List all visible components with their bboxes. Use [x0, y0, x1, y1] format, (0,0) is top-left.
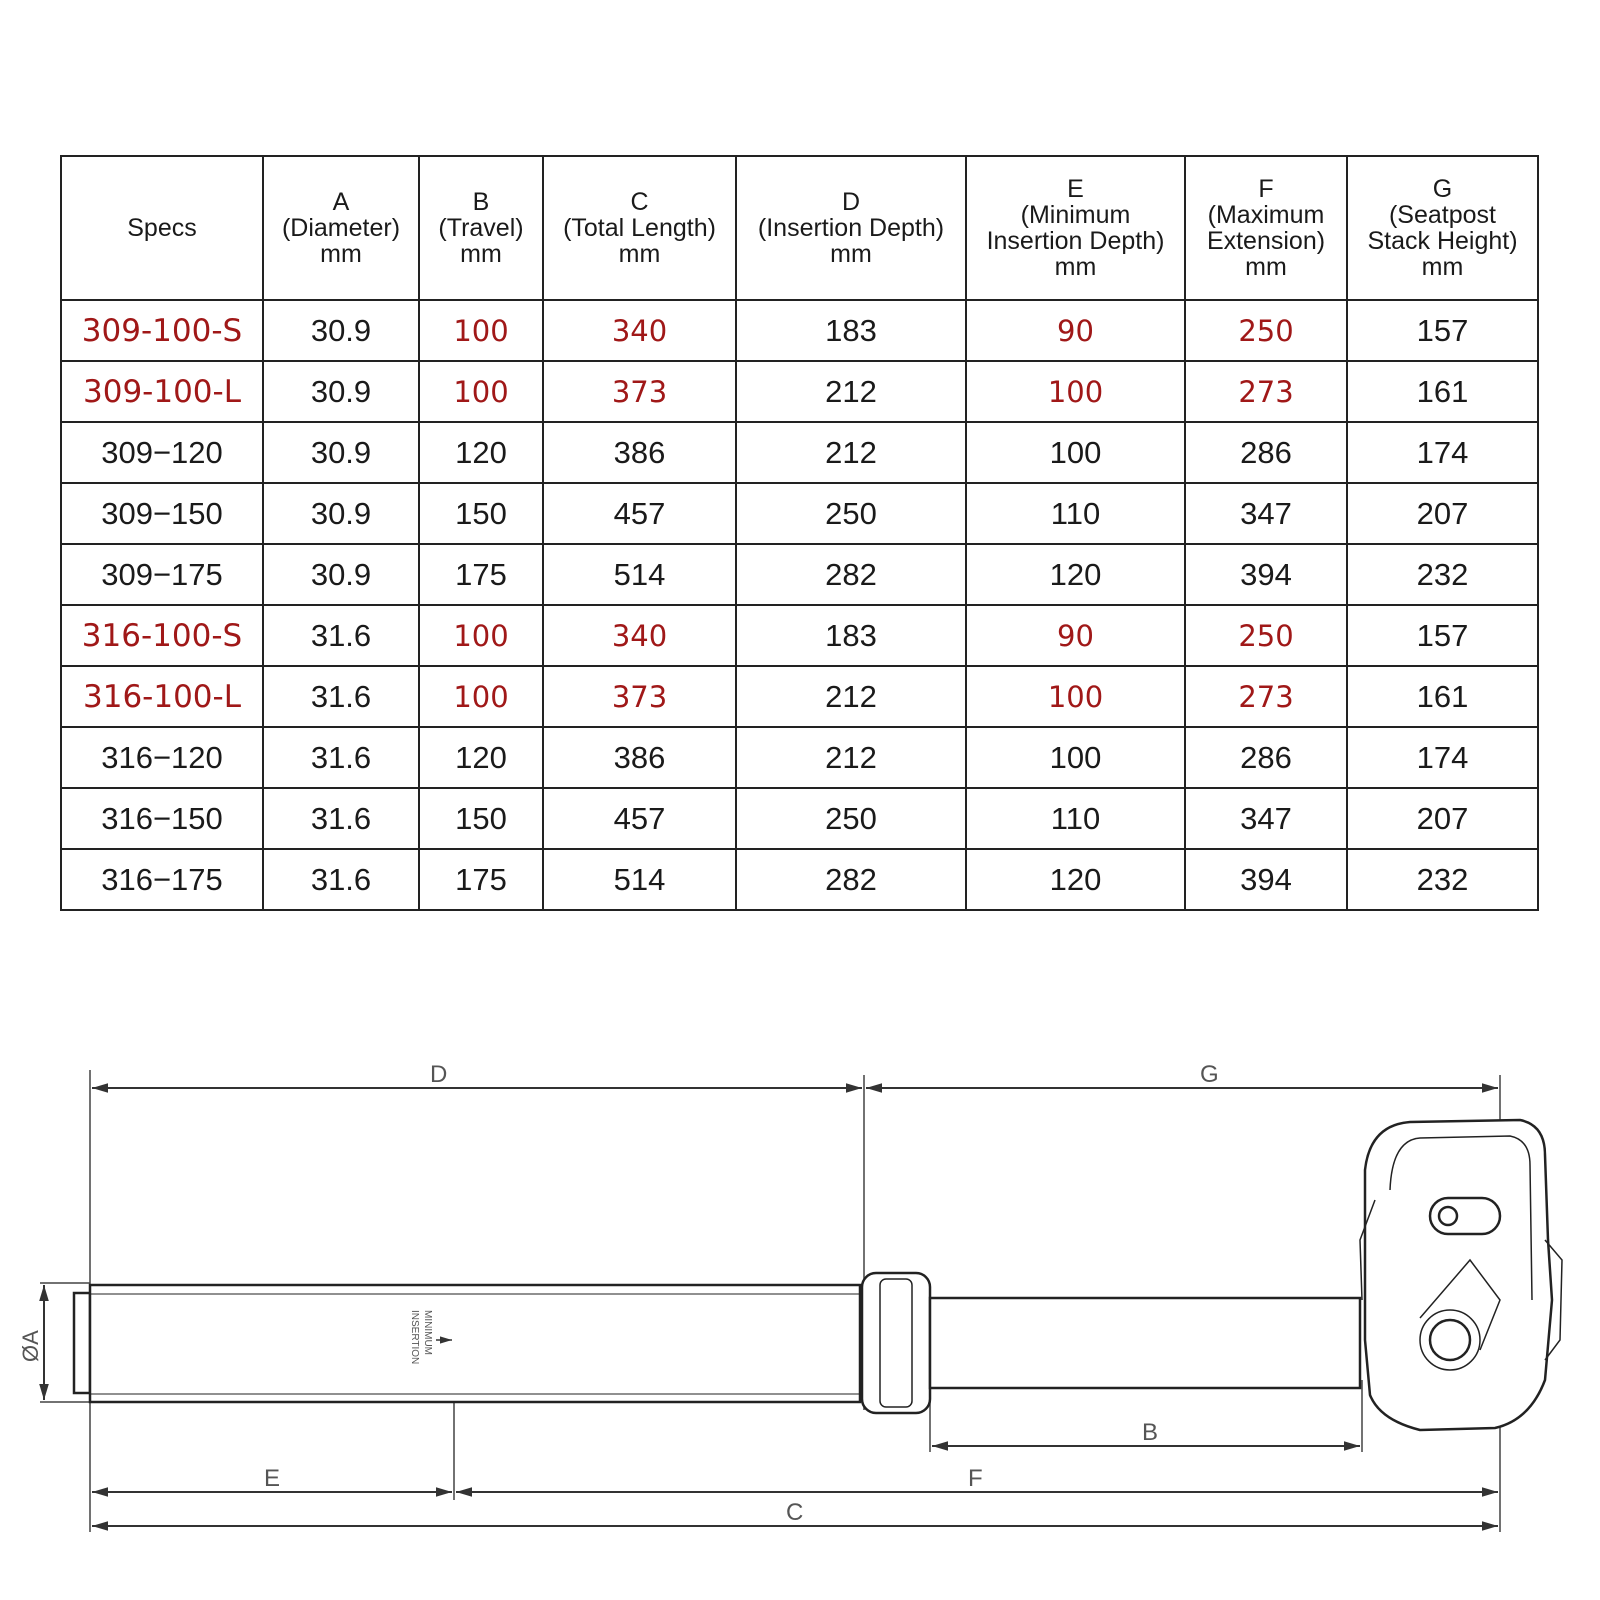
outer-tube [90, 1285, 860, 1402]
label-c: C [786, 1499, 804, 1526]
value-cell: 514 [543, 544, 736, 605]
value-cell: 212 [736, 666, 966, 727]
value-cell: 157 [1347, 300, 1538, 361]
value-cell: 30.9 [263, 544, 419, 605]
value-cell: 232 [1347, 849, 1538, 910]
table-row [61, 361, 1538, 422]
header-line: mm [1054, 253, 1097, 281]
value-cell: 394 [1185, 849, 1347, 910]
value-cell: 157 [1347, 605, 1538, 666]
value-cell: 175 [419, 849, 543, 910]
value-cell: 110 [966, 483, 1185, 544]
header-specs [61, 156, 263, 300]
value-cell: 31.6 [263, 605, 419, 666]
header-col-d [736, 156, 966, 300]
value-cell: 232 [1347, 544, 1538, 605]
table-body [61, 300, 1538, 910]
seatpost-drawing [74, 1120, 1562, 1430]
value-cell: 31.6 [263, 849, 419, 910]
value-cell: 286 [1185, 422, 1347, 483]
label-b: B [1142, 1419, 1159, 1446]
label-e: E [264, 1465, 281, 1492]
header-line: (Total Length) [563, 214, 716, 242]
value-cell: 31.6 [263, 666, 419, 727]
value-cell: 347 [1185, 788, 1347, 849]
stanchion [930, 1298, 1360, 1388]
label-d: D [430, 1061, 448, 1088]
header-line: mm [1421, 253, 1464, 281]
value-cell: 340 [543, 300, 736, 361]
value-cell: 100 [419, 361, 543, 422]
header-col-g [1347, 156, 1538, 300]
header-line: (Diameter) [281, 214, 401, 242]
spec-cell: 309−120 [61, 422, 263, 483]
value-cell: 386 [543, 422, 736, 483]
value-cell: 100 [966, 422, 1185, 483]
value-cell: 394 [1185, 544, 1347, 605]
minimum-insertion-label-1: MINIMUM [422, 1310, 433, 1355]
value-cell: 174 [1347, 422, 1538, 483]
header-col-b [419, 156, 543, 300]
header-line: Insertion Depth) [986, 227, 1165, 255]
value-cell: 183 [736, 300, 966, 361]
header-line: mm [618, 240, 661, 268]
value-cell: 457 [543, 788, 736, 849]
value-cell: 150 [419, 483, 543, 544]
value-cell: 175 [419, 544, 543, 605]
header-line: B [472, 188, 490, 216]
table-row [61, 605, 1538, 666]
value-cell: 514 [543, 849, 736, 910]
value-cell: 90 [966, 605, 1185, 666]
header-line: mm [460, 240, 502, 268]
header-line: F [1258, 175, 1274, 203]
header-line: E [1067, 175, 1084, 203]
label-f: F [968, 1465, 983, 1492]
value-cell: 207 [1347, 788, 1538, 849]
value-cell: 273 [1185, 666, 1347, 727]
spec-cell: 309−150 [61, 483, 263, 544]
spec-cell: 316-100-L [61, 666, 263, 727]
minimum-insertion-label-2: INSERTION [409, 1310, 420, 1365]
value-cell: 100 [966, 361, 1185, 422]
value-cell: 100 [419, 605, 543, 666]
value-cell: 120 [966, 544, 1185, 605]
value-cell: 161 [1347, 666, 1538, 727]
header-line: C [630, 188, 649, 216]
value-cell: 373 [543, 666, 736, 727]
clamp-bolt [1430, 1320, 1470, 1360]
header-line: (Travel) [438, 214, 524, 242]
header-line: mm [830, 240, 872, 268]
spec-cell: 316−150 [61, 788, 263, 849]
value-cell: 100 [419, 300, 543, 361]
value-cell: 30.9 [263, 361, 419, 422]
value-cell: 207 [1347, 483, 1538, 544]
value-cell: 150 [419, 788, 543, 849]
value-cell: 250 [1185, 300, 1347, 361]
value-cell: 100 [966, 727, 1185, 788]
table-row [61, 727, 1538, 788]
header-col-f [1185, 156, 1347, 300]
value-cell: 100 [966, 666, 1185, 727]
spec-cell: 309-100-S [61, 300, 263, 361]
label-g: G [1200, 1061, 1219, 1088]
value-cell: 161 [1347, 361, 1538, 422]
value-cell: 120 [966, 849, 1185, 910]
header-line: A [332, 188, 350, 216]
value-cell: 386 [543, 727, 736, 788]
value-cell: 250 [736, 483, 966, 544]
spec-cell: 309−175 [61, 544, 263, 605]
spec-cell: 316-100-S [61, 605, 263, 666]
header-line: D [841, 188, 861, 216]
table-row [61, 544, 1538, 605]
value-cell: 286 [1185, 727, 1347, 788]
value-cell: 120 [419, 727, 543, 788]
value-cell: 31.6 [263, 788, 419, 849]
value-cell: 110 [966, 788, 1185, 849]
header-line: (Maximum [1207, 201, 1325, 229]
value-cell: 30.9 [263, 300, 419, 361]
value-cell: 30.9 [263, 422, 419, 483]
table-row [61, 422, 1538, 483]
spec-cell: 316−120 [61, 727, 263, 788]
header-line: mm [1245, 253, 1287, 281]
value-cell: 120 [419, 422, 543, 483]
header-line: Stack Height) [1367, 227, 1518, 255]
header-line: G [1432, 175, 1453, 203]
header-line: (Minimum [1020, 201, 1131, 229]
label-a: ØA [18, 1330, 43, 1362]
value-cell: 174 [1347, 727, 1538, 788]
header-line: Extension) [1206, 227, 1326, 255]
seatpost-dimension-diagram [0, 1020, 1600, 1580]
header-line: (Insertion Depth) [757, 214, 945, 242]
value-cell: 457 [543, 483, 736, 544]
header-line: Specs [127, 214, 197, 242]
value-cell: 250 [1185, 605, 1347, 666]
spec-cell: 309-100-L [61, 361, 263, 422]
value-cell: 282 [736, 544, 966, 605]
value-cell: 183 [736, 605, 966, 666]
specs-table [60, 155, 1539, 911]
value-cell: 373 [543, 361, 736, 422]
header-col-c [543, 156, 736, 300]
spec-cell: 316−175 [61, 849, 263, 910]
value-cell: 273 [1185, 361, 1347, 422]
table-row [61, 849, 1538, 910]
value-cell: 30.9 [263, 483, 419, 544]
value-cell: 212 [736, 361, 966, 422]
table-row [61, 483, 1538, 544]
table-row [61, 666, 1538, 727]
value-cell: 282 [736, 849, 966, 910]
table-row [61, 300, 1538, 361]
table-row [61, 788, 1538, 849]
header-line: mm [320, 240, 362, 268]
header-col-e [966, 156, 1185, 300]
value-cell: 90 [966, 300, 1185, 361]
header-line: (Seatpost [1388, 201, 1496, 229]
value-cell: 347 [1185, 483, 1347, 544]
value-cell: 212 [736, 422, 966, 483]
value-cell: 212 [736, 727, 966, 788]
table-header-row [61, 156, 1538, 300]
value-cell: 31.6 [263, 727, 419, 788]
value-cell: 340 [543, 605, 736, 666]
value-cell: 250 [736, 788, 966, 849]
post-end-cap [74, 1293, 90, 1393]
header-col-a [263, 156, 419, 300]
value-cell: 100 [419, 666, 543, 727]
